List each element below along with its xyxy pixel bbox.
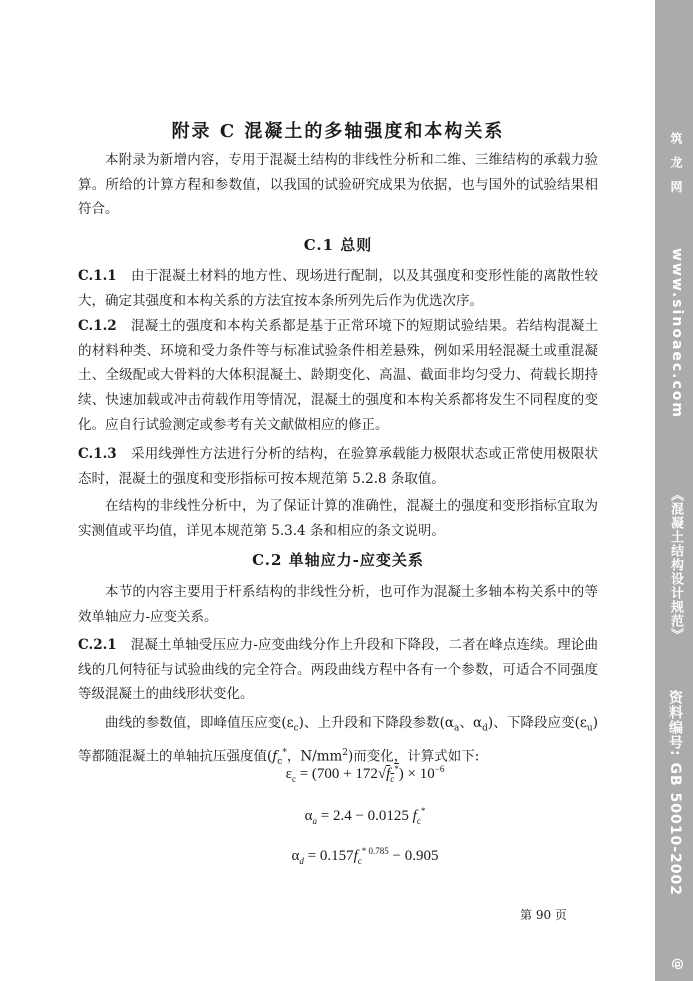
clause-number: C.1.3	[78, 446, 117, 462]
clause-text: 混凝土的强度和本构关系都是基于正常环境下的短期试验结果。若结构混凝土的材料种类、环境和受力条件等与标准试验条件相差悬殊，例如采用轻混凝土或重混凝土、全级配或大骨料的大体积混凝土、龄期变化、高温、截面非均匀受力、荷载长期持续、快速加载或冲击荷载作用等情况，混凝土的强度和本构关系都将发生不同程度的变化。应自行试验测定或参考有关文献做相应的修正。	[78, 318, 598, 433]
site-name: 筑 龙 网	[669, 132, 683, 197]
section-c2-heading: C.2 单轴应力-应变关系	[252, 551, 424, 569]
clause-text: 混凝土单轴受压应力-应变曲线分作上升段和下降段，二者在峰点连续。理论曲线的几何特征与试验曲线的完全符合。两段曲线方程中各有一个参数，可适合不同强度等级混凝土的曲线形状变化。	[78, 637, 598, 703]
clause-text: 由于混凝土材料的地方性、现场进行配制，以及其强度和变形性能的离散性较大，确定其强度和本构关系的方法宜按本条所列先后作为优选次序。	[78, 268, 598, 309]
intro-paragraph: 本附录为新增内容，专用于混凝土结构的非线性分析和二维、三维结构的承载力验算。所给的计算方程和参数值，以我国的试验研究成果为依据，也与国外的试验结果相符合。	[78, 152, 598, 218]
clause-c112	[78, 314, 598, 438]
appendix-title: 附录 C 混凝土的多轴强度和本构关系	[171, 121, 505, 142]
clause-c21	[78, 633, 598, 707]
clause-c113	[78, 442, 598, 491]
site-url: www.sinoaec.com	[669, 248, 685, 420]
formula-descending-parameter: $\alpha_d = 0.157f_c^{* 0.785} - 0.905$	[291, 846, 439, 866]
book-title: 《混凝土结构设计规范》	[668, 488, 683, 642]
clause-c111	[78, 264, 598, 313]
watermark-sidebar	[655, 0, 693, 981]
page-number: 第 90 页	[520, 908, 567, 922]
section-c2-intro: 本节的内容主要用于杆系结构的非线性分析，也可作为混凝土多轴本构关系中的等效单轴应力-应变关系。	[78, 584, 598, 625]
clause-number: C.2.1	[78, 637, 117, 653]
clause-number: C.1.2	[78, 318, 117, 334]
clause-text: 采用线弹性方法进行分析的结构，在验算承载能力极限状态或正常使用极限状态时，混凝土的强度和变形指标可按本规范第 5.2.8 条取值。	[78, 446, 598, 487]
clause-number: C.1.1	[78, 268, 117, 284]
formula-peak-strain: $\varepsilon_c = (700 + 172√f_c^*) \times 10^{-6}$	[285, 764, 445, 784]
at-icon: @	[671, 958, 685, 971]
clause-c113-note: 在结构的非线性分析中，为了保证计算的准确性，混凝土的强度和变形指标宜取为实测值或平均值，详见本规范第 5.3.4 条和相应的条文说明。	[78, 498, 598, 539]
formula-ascending-parameter: $\alpha_a = 2.4 - 0.0125$ $f_c^*$	[304, 806, 426, 826]
section-c1-heading: C.1 总则	[303, 236, 373, 254]
document-code: 资料编号: GB 50010-2002	[667, 690, 683, 896]
parameters-paragraph: 曲线的参数值，即峰值压应变$(\varepsilon_c)$、上升段和下降段参数($\alpha_a$、$\alpha_d$)、下降段应变$(\varepsilon_u)$等都随混凝土的单轴抗压强度值($f_c^*$，$N/mm^2$)而变化，计算式如下:	[78, 715, 598, 768]
